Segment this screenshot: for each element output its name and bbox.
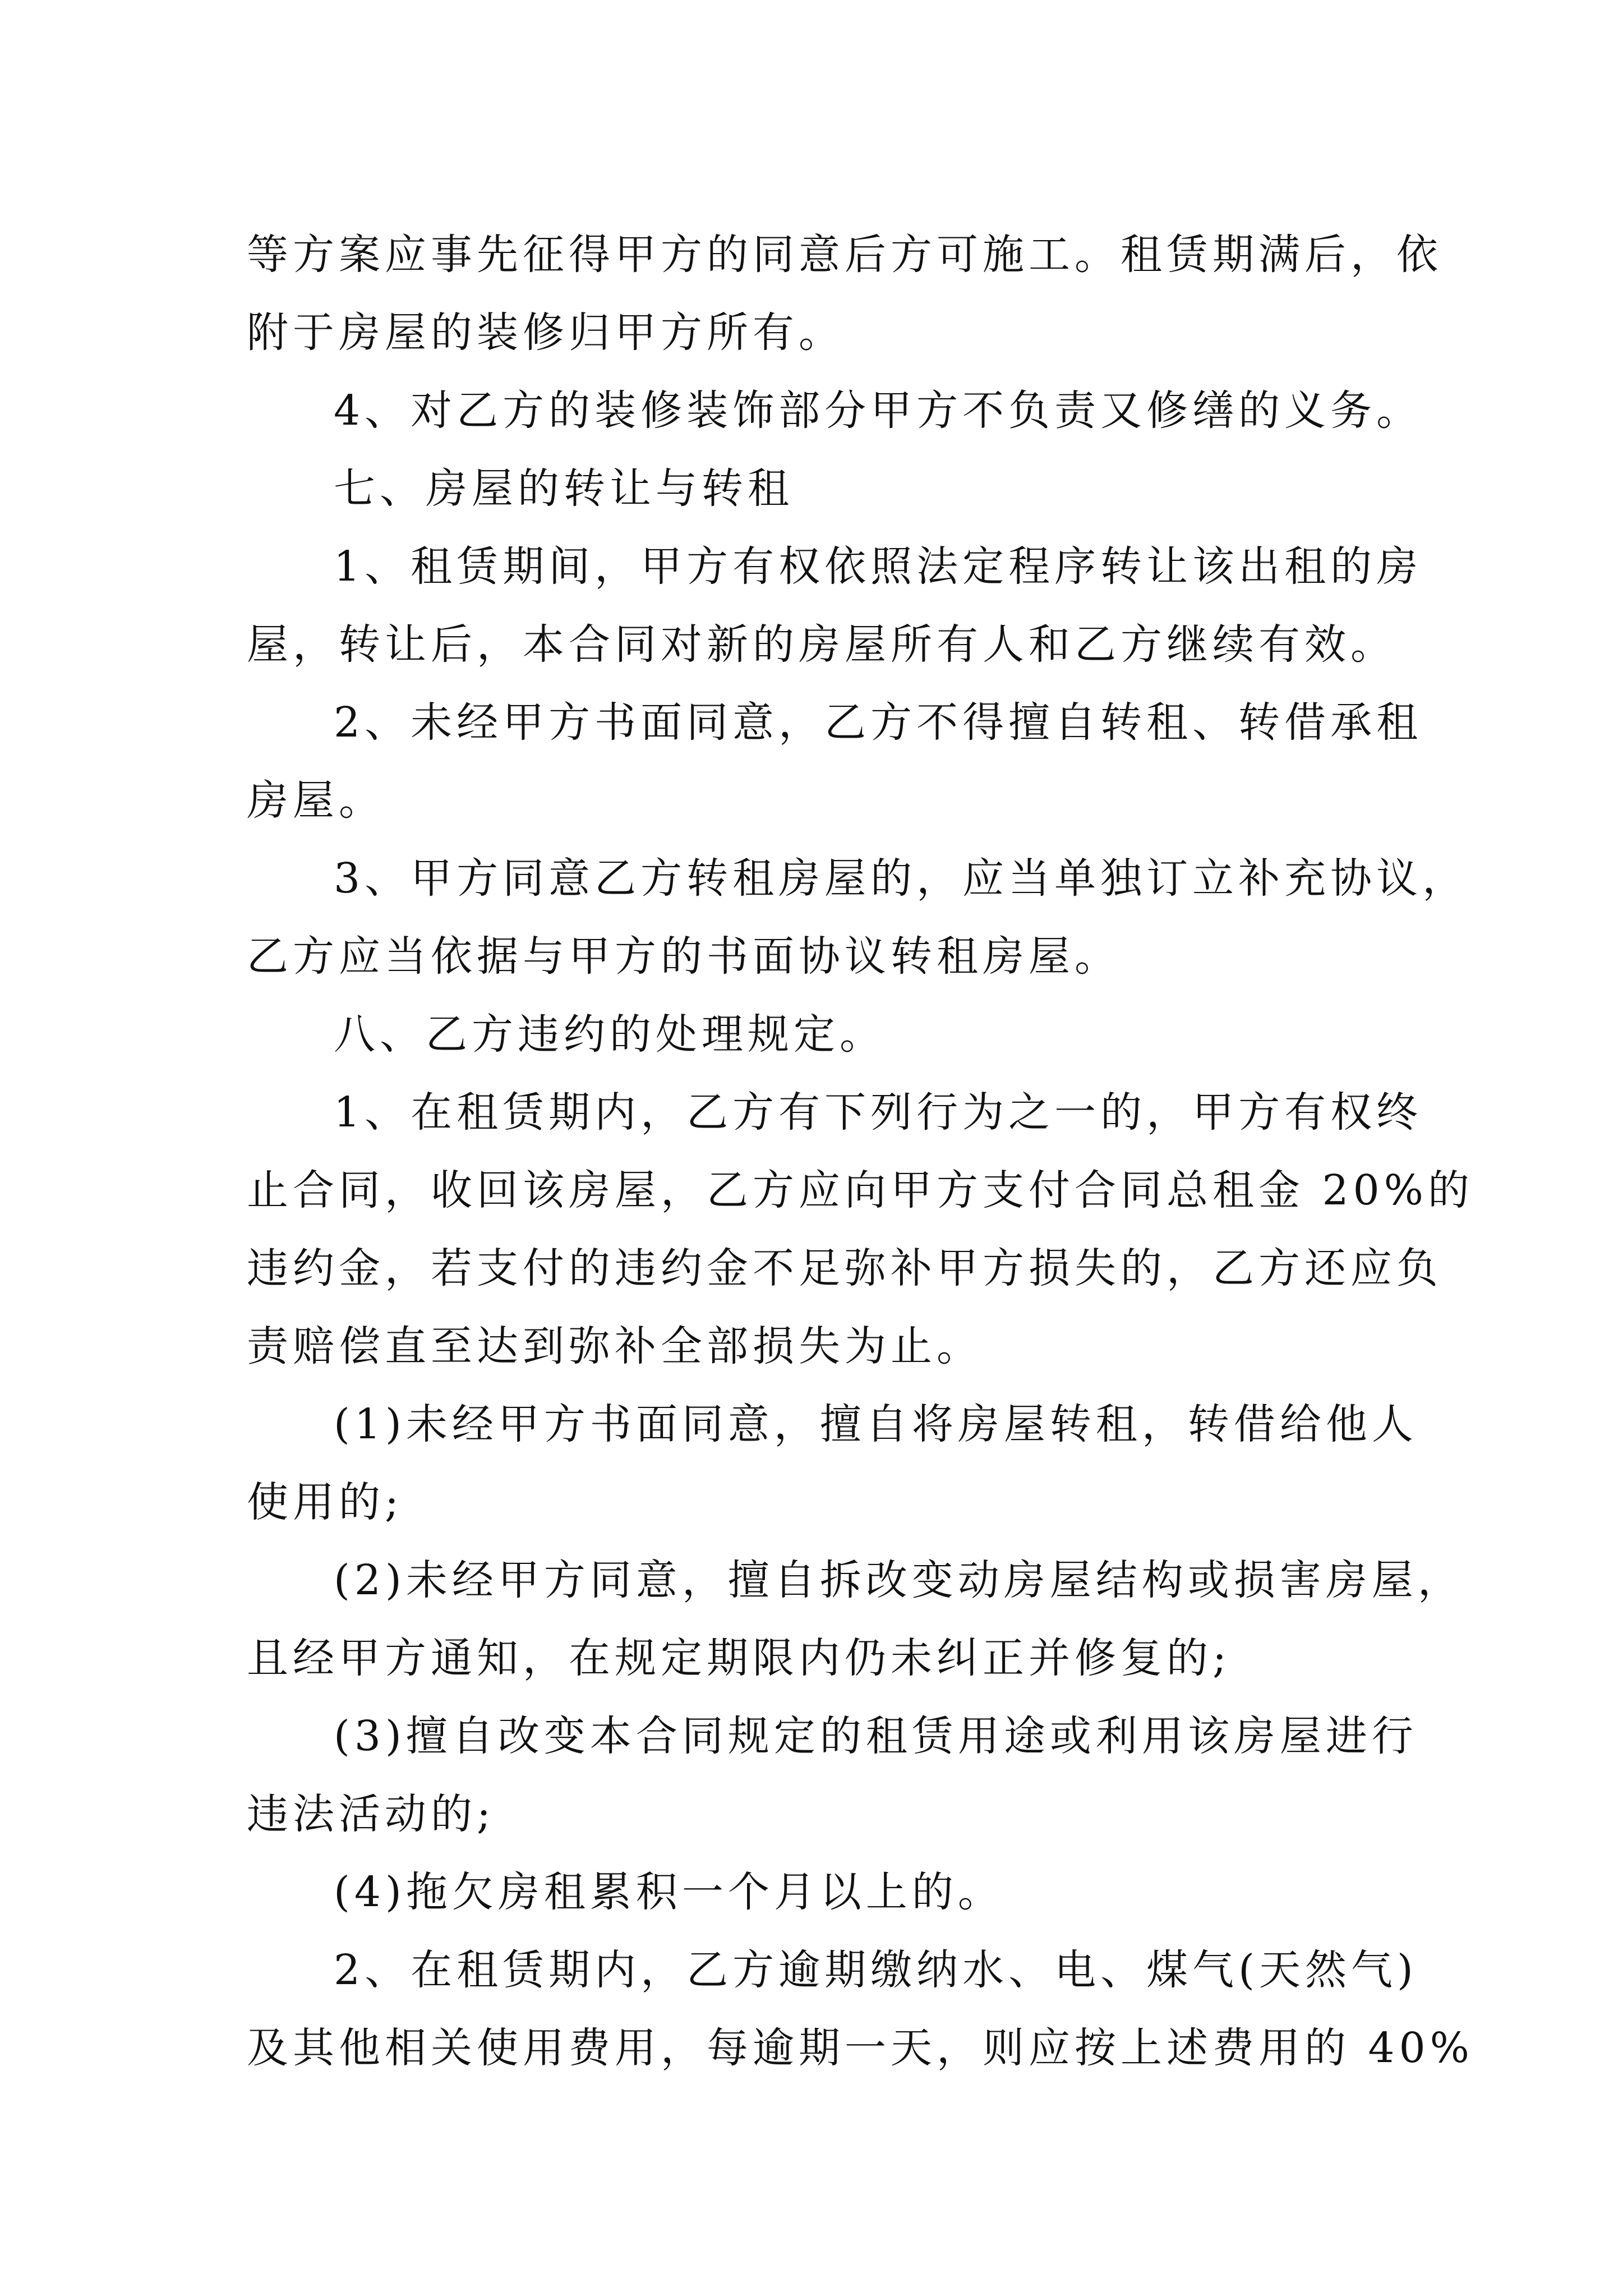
text-line: (2)未经甲方同意，擅自拆改变动房屋结构或损害房屋， <box>334 1556 1464 1604</box>
text-line: 等方案应事先征得甲方的同意后方可施工。租赁期满后，依 <box>247 231 1442 279</box>
section-heading: 七、房屋的转让与转租 <box>334 464 794 513</box>
text-line: (3)擅自改变本合同规定的租赁用途或利用该房屋进行 <box>334 1712 1418 1760</box>
text-line: 使用的; <box>247 1478 403 1526</box>
text-line: 房屋。 <box>247 776 385 825</box>
text-line: 乙方应当依据与甲方的书面协议转租房屋。 <box>247 932 1121 981</box>
section-heading: 八、乙方违约的处理规定。 <box>334 1010 886 1059</box>
text-line: 责赔偿直至达到弥补全部损失为止。 <box>247 1322 983 1370</box>
text-line: 3、甲方同意乙方转租房屋的，应当单独订立补充协议， <box>334 854 1469 903</box>
text-line: 附于房屋的装修归甲方所有。 <box>247 309 845 357</box>
text-line: 1、在租赁期内，乙方有下列行为之一的，甲方有权终 <box>334 1088 1423 1137</box>
text-line: 及其他相关使用费用，每逾期一天，则应按上述费用的 40% <box>247 2024 1474 2072</box>
text-line: 1、租赁期间，甲方有权依照法定程序转让该出租的房 <box>334 542 1423 591</box>
text-line: 4、对乙方的装修装饰部分甲方不负责又修缮的义务。 <box>334 386 1423 435</box>
text-line: 屋，转让后，本合同对新的房屋所有人和乙方继续有效。 <box>247 620 1396 669</box>
text-line: 2、未经甲方书面同意，乙方不得擅自转租、转借承租 <box>334 698 1423 747</box>
text-line: 止合同，收回该房屋，乙方应向甲方支付合同总租金 20%的 <box>247 1166 1474 1214</box>
text-line: 违约金，若支付的违约金不足弥补甲方损失的，乙方还应负 <box>247 1244 1442 1292</box>
text-line: 违法活动的; <box>247 1790 495 1838</box>
text-line: 2、在租赁期内，乙方逾期缴纳水、电、煤气(天然气) <box>334 1946 1418 1994</box>
text-line: (1)未经甲方书面同意，擅自将房屋转租，转借给他人 <box>334 1400 1418 1448</box>
contract-text-body <box>247 216 1474 2087</box>
text-line: 且经甲方通知，在规定期限内仍未纠正并修复的; <box>247 1634 1231 1682</box>
text-line: (4)拖欠房租累积一个月以上的。 <box>334 1868 1004 1916</box>
